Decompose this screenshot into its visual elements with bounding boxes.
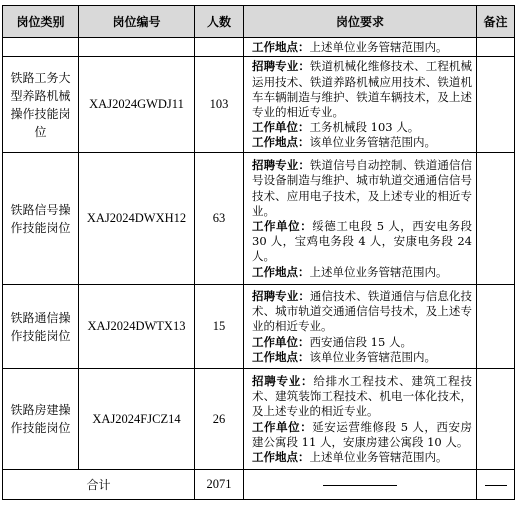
code-cell: XAJ2024GWDJ11 [79, 57, 195, 153]
total-remarks-cell [477, 470, 515, 500]
total-count: 2071 [195, 470, 244, 500]
major-label: 招聘专业： [252, 158, 310, 173]
remarks-cell [477, 38, 515, 57]
location-text: 该单位业务管辖范围内。 [309, 349, 436, 364]
remarks-cell [477, 285, 515, 369]
table-row [3, 153, 515, 285]
count-cell: 26 [195, 369, 244, 470]
category-cell [3, 38, 79, 57]
header-code: 岗位编号 [79, 6, 195, 38]
unit-text: 绥德工电段 5 人，西安电务段 30 人，宝鸡电务段 4 人，安康电务段 24 人。 [252, 219, 472, 264]
header-remarks: 备注 [477, 6, 515, 38]
table-header-row [3, 6, 515, 38]
remarks-cell [477, 153, 515, 285]
unit-label: 工作单位： [252, 120, 310, 135]
category-cell: 铁路房建操作技能岗位 [3, 369, 79, 470]
table-row [3, 285, 515, 369]
unit-label: 工作单位： [252, 334, 310, 349]
requirements-cell [244, 369, 477, 470]
remarks-cell [477, 57, 515, 153]
code-cell: XAJ2024DWXH12 [79, 153, 195, 285]
major-text: 铁道信号自动控制、铁道通信信号设备制造与维护、城市轨道交通通信信号技术、应用电子技术，及上述专业的相近专业。 [252, 158, 473, 218]
code-cell [79, 38, 195, 57]
requirements-cell [244, 285, 477, 369]
category-cell: 铁路工务大型养路机械操作技能岗位 [3, 57, 79, 153]
location-text: 上述单位业务管辖范围内。 [309, 449, 448, 464]
location-text: 上述单位业务管辖范围内。 [309, 264, 448, 279]
header-requirements: 岗位要求 [244, 6, 477, 38]
requirements-cell [244, 38, 477, 57]
count-cell: 15 [195, 285, 244, 369]
major-label: 招聘专业： [252, 59, 310, 74]
unit-text: 西安通信段 15 人。 [309, 334, 412, 349]
code-cell: XAJ2024FJCZ14 [79, 369, 195, 470]
code-cell: XAJ2024DWTX13 [79, 285, 195, 369]
major-label: 招聘专业： [252, 373, 314, 388]
location-text: 该单位业务管辖范围内。 [309, 135, 436, 150]
dash-divider [323, 485, 397, 486]
total-row [3, 470, 515, 500]
dash-divider [485, 485, 507, 486]
category-cell: 铁路信号操作技能岗位 [3, 153, 79, 285]
major-text: 给排水工程技术、建筑工程技术、建筑装饰工程技术、机电一体化技术，及上述专业的相近专业。 [252, 373, 473, 419]
table-row [3, 57, 515, 153]
location-label: 工作地点： [252, 135, 310, 150]
unit-label: 工作单位： [252, 419, 313, 434]
major-label: 招聘专业： [252, 288, 310, 303]
table-row [3, 369, 515, 470]
location-label: 工作地点： [252, 264, 310, 279]
total-label: 合计 [3, 470, 195, 500]
header-category: 岗位类别 [3, 6, 79, 38]
header-count: 人数 [195, 6, 244, 38]
category-cell: 铁路通信操作技能岗位 [3, 285, 79, 369]
recruitment-table [2, 5, 515, 500]
location-label: 工作地点： [252, 39, 310, 54]
count-cell: 63 [195, 153, 244, 285]
requirements-cell [244, 57, 477, 153]
table-row [3, 38, 515, 57]
remarks-cell [477, 369, 515, 470]
unit-text: 工务机械段 103 人。 [309, 120, 420, 135]
unit-text: 延安运营维修段 5 人，西安房建公寓段 11 人，安康房建公寓段 10 人。 [252, 419, 472, 449]
location-label: 工作地点： [252, 449, 310, 464]
requirements-cell [244, 153, 477, 285]
count-cell [195, 38, 244, 57]
location-text: 上述单位业务管辖范围内。 [309, 39, 448, 54]
unit-label: 工作单位： [252, 219, 313, 233]
location-label: 工作地点： [252, 349, 310, 364]
total-requirements-cell [244, 470, 477, 500]
major-text: 铁道机械化维修技术、工程机械运用技术、铁道养路机械应用技术、铁道机车车辆制造与维护、铁道车辆技术，及上述专业的相近专业。 [252, 59, 473, 119]
major-text: 通信技术、铁道通信与信息化技术、城市轨道交通通信信号技术，及上述专业的相近专业。 [252, 288, 473, 334]
count-cell: 103 [195, 57, 244, 153]
